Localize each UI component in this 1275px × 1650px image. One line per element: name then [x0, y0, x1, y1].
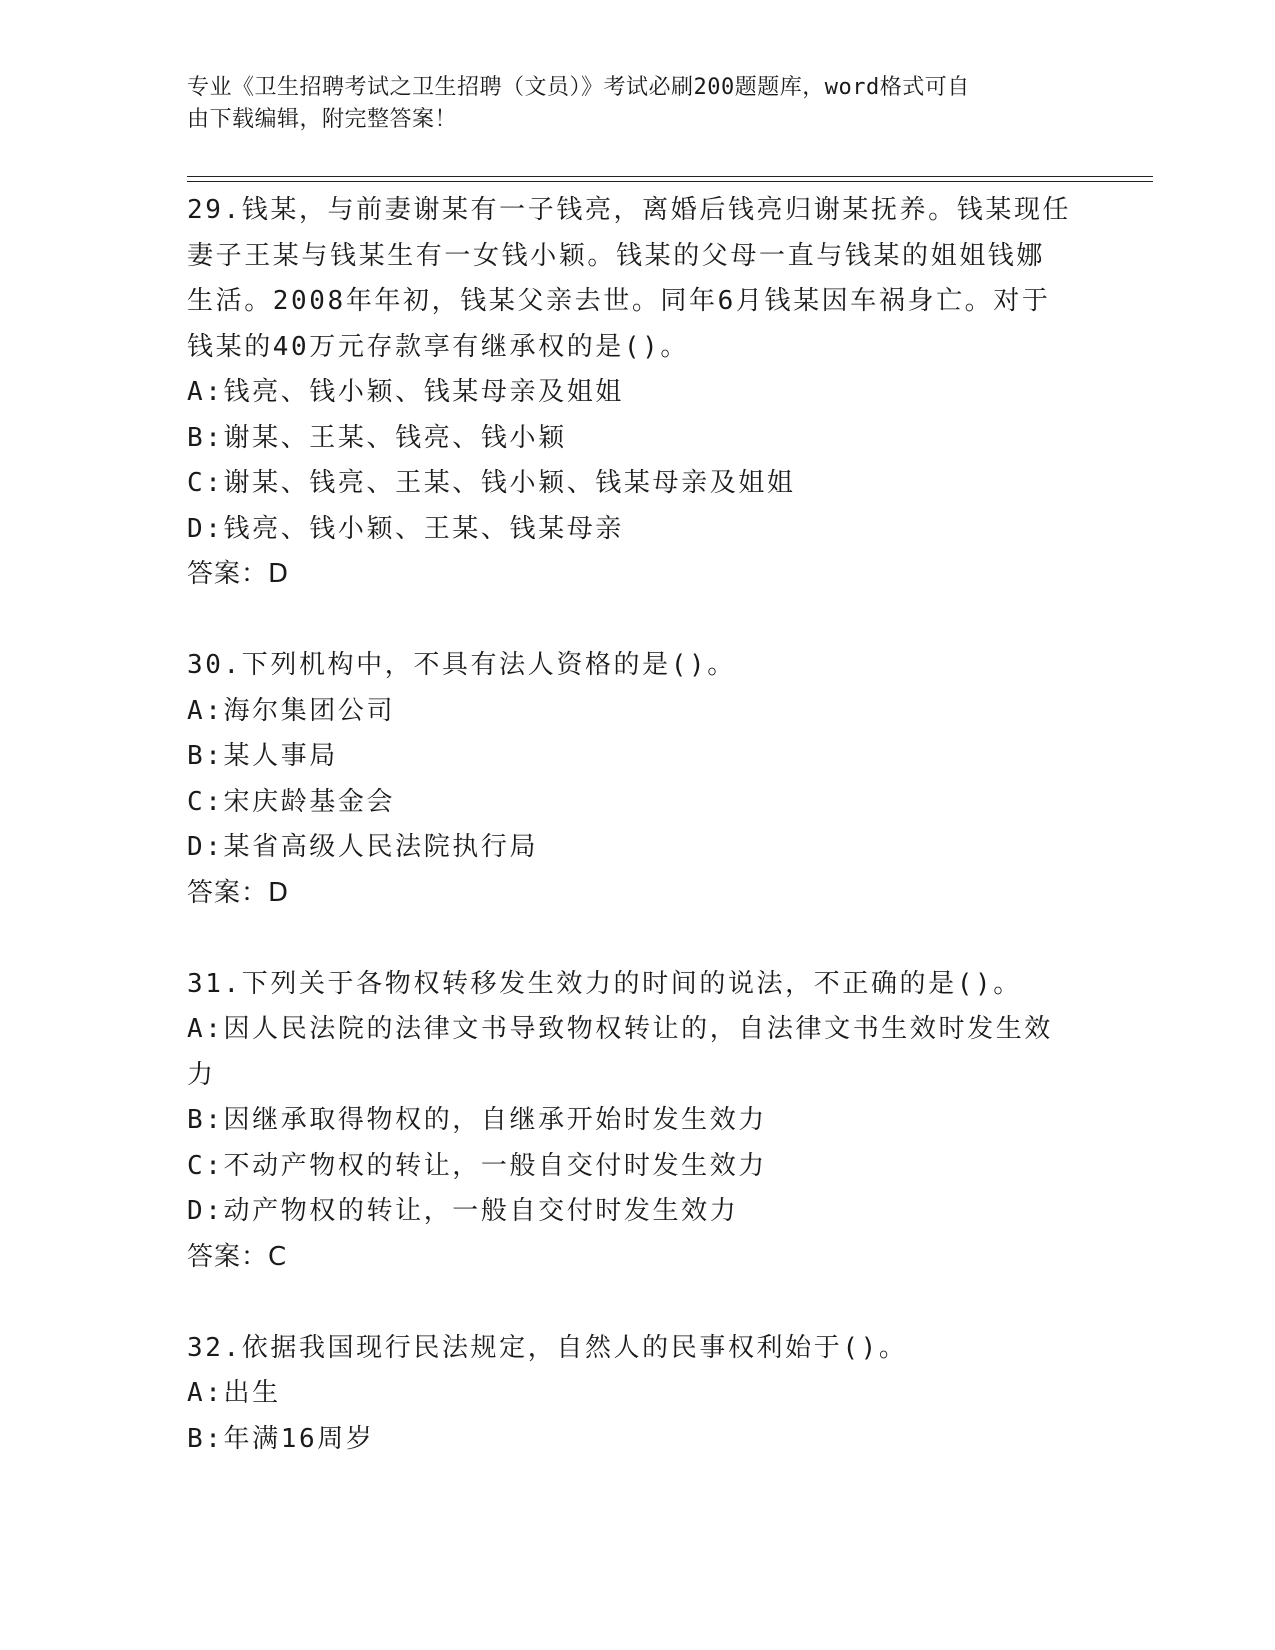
question-stem-line: 31.下列关于各物权转移发生效力的时间的说法，不正确的是()。	[187, 968, 1022, 999]
header-line-2: 由下载编辑，附完整答案！	[187, 107, 458, 132]
answer-option: A:钱亮、钱小颖、钱某母亲及姐姐	[187, 377, 624, 407]
answer-option: B:年满16周岁	[187, 1423, 375, 1454]
answer-option: C:谢某、钱亮、王某、钱小颖、钱某母亲及姐姐	[187, 468, 796, 498]
question-stem-line: 30.下列机构中，不具有法人资格的是()。	[187, 650, 736, 680]
question-list	[187, 188, 1087, 1508]
answer-option: B:谢某、王某、钱亮、钱小颖	[187, 422, 567, 453]
page-header	[187, 72, 1067, 136]
answer-key: 答案：D	[187, 559, 290, 589]
answer-key: 答案：D	[187, 877, 290, 908]
question-block	[187, 643, 1087, 916]
answer-option: D:某省高级人民法院执行局	[187, 832, 539, 862]
question-stem-line: 妻子王某与钱某生有一女钱小颖。钱某的父母一直与钱某的姐姐钱娜	[187, 240, 1046, 271]
question-block	[187, 188, 1087, 598]
header-divider-top	[187, 176, 1153, 177]
answer-option: C:不动产物权的转让，一般自交付时发生效力	[187, 1150, 767, 1181]
question-stem-line: 32.依据我国现行民法规定，自然人的民事权利始于()。	[187, 1332, 908, 1363]
question-block	[187, 962, 1087, 1281]
question-block	[187, 1326, 1087, 1463]
answer-option: B:某人事局	[187, 741, 338, 771]
answer-option: B:因继承取得物权的，自继承开始时发生效力	[187, 1105, 767, 1135]
question-stem-line: 29.钱某，与前妻谢某有一子钱亮，离婚后钱亮归谢某抚养。钱某现任	[187, 195, 1072, 225]
answer-option: A:海尔集团公司	[187, 695, 396, 726]
answer-option: D:动产物权的转让，一般自交付时发生效力	[187, 1196, 739, 1226]
header-divider-bottom	[187, 181, 1153, 182]
answer-option: 力	[187, 1059, 216, 1090]
answer-option: A:因人民法院的法律文书导致物权转让的，自法律文书生效时发生效	[187, 1014, 1053, 1044]
answer-option: C:宋庆龄基金会	[187, 786, 396, 817]
header-line-1: 专业《卫生招聘考试之卫生招聘（文员）》考试必刷200题题库，word格式可自	[187, 75, 970, 100]
question-stem-line: 钱某的40万元存款享有继承权的是()。	[187, 331, 690, 362]
answer-option: D:钱亮、钱小颖、王某、钱某母亲	[187, 513, 624, 544]
answer-option: A:出生	[187, 1378, 281, 1408]
question-stem-line: 生活。2008年年初，钱某父亲去世。同年6月钱某因车祸身亡。对于	[187, 286, 1051, 316]
answer-key: 答案：C	[187, 1241, 288, 1272]
